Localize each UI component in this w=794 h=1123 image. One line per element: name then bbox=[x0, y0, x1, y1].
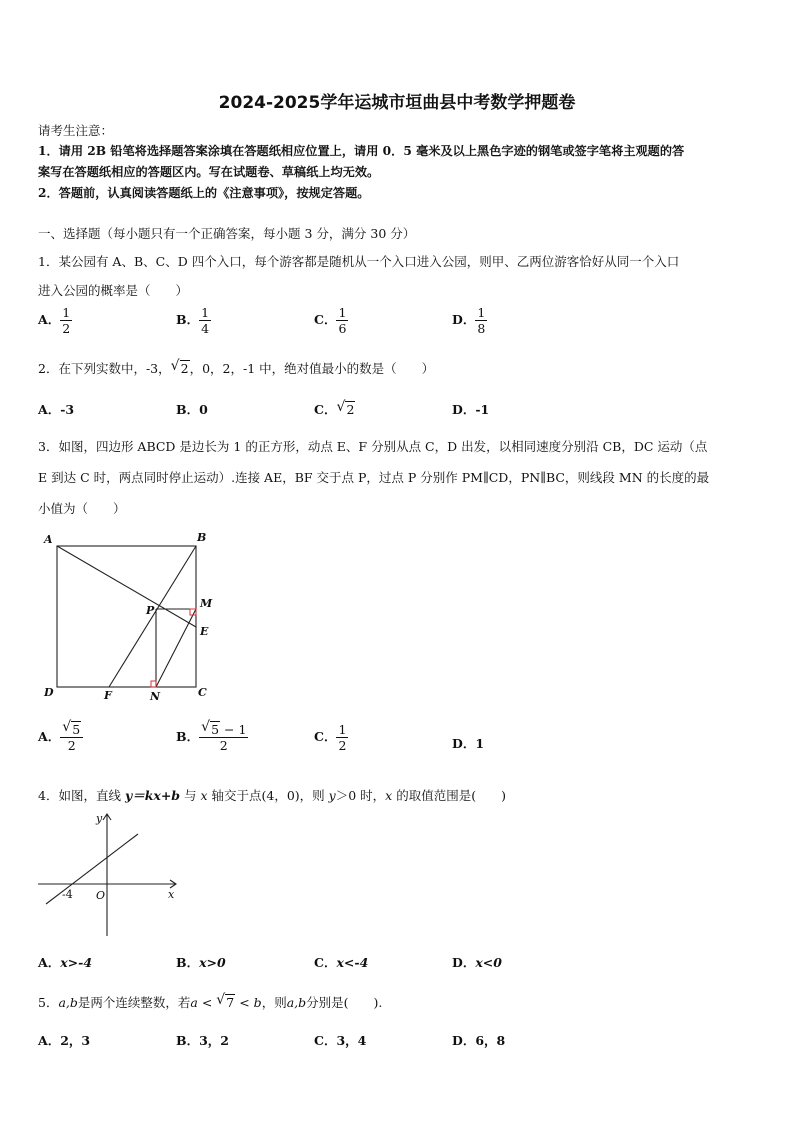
notice-item-1-line-2: 案写在答题纸相应的答题区内。写在试题卷、草稿纸上均无效。 bbox=[38, 165, 380, 179]
square-abcd bbox=[57, 546, 196, 687]
label-b: B bbox=[197, 531, 207, 544]
q4-option-c[interactable]: C．x<-4 bbox=[314, 955, 369, 970]
q4-stem: 4．如图，直线 y＝kx+b 与 x 轴交于点(4，0)，则 y＞0 时，x 的取值范围是( ) bbox=[38, 788, 506, 803]
q2-option-b[interactable]: B．0 bbox=[176, 402, 208, 417]
label-e: E bbox=[200, 625, 209, 638]
label-f: F bbox=[104, 689, 112, 702]
notice-item-2: 2．答题前，认真阅读答题纸上的《注意事项》，按规定答题。 bbox=[38, 186, 370, 200]
label-a: A bbox=[44, 533, 53, 546]
q3-stem-line-3: 小值为（ ） bbox=[38, 501, 126, 516]
notice-heading: 请考生注意： bbox=[38, 123, 114, 138]
q2-option-a[interactable]: A．-3 bbox=[38, 402, 75, 417]
x-axis-label: x bbox=[168, 888, 175, 901]
q4-option-d[interactable]: D．x<0 bbox=[452, 955, 502, 970]
q5-option-c[interactable]: C．3，4 bbox=[314, 1033, 367, 1048]
q1-stem-line-1: 1．某公园有 A、B、C、D 四个入口，每个游客都是随机从一个入口进入公园，则甲、乙两位游客恰好从同一个入口 bbox=[38, 254, 680, 269]
q4-option-a[interactable]: A．x>-4 bbox=[38, 955, 93, 970]
section-heading: 一、选择题（每小题只有一个正确答案，每小题 3 分，满分 30 分） bbox=[38, 226, 416, 241]
page-title: 2024-2025学年运城市垣曲县中考数学押题卷 bbox=[218, 93, 576, 113]
right-angle-mark-n bbox=[151, 681, 156, 687]
q1-option-c[interactable]: C． $\frac{1}{6}$ bbox=[314, 305, 347, 337]
label-n: N bbox=[150, 690, 161, 703]
q5-option-a[interactable]: A．2，3 bbox=[38, 1033, 91, 1048]
q1-stem-line-2: 进入公园的概率是（ ） bbox=[38, 283, 189, 298]
q4-option-b[interactable]: B．x>0 bbox=[176, 955, 226, 970]
q5-option-d[interactable]: D．6，8 bbox=[452, 1033, 506, 1048]
label-d: D bbox=[44, 686, 54, 699]
q3-stem-line-1: 3．如图，四边形 ABCD 是边长为 1 的正方形，动点 E、F 分别从点 C，D 出发，以相同速度分别沿 CB，DC 运动（点 bbox=[38, 439, 708, 454]
q4-line-graph bbox=[36, 808, 186, 940]
q1-option-b[interactable]: B． $\frac{1}{4}$ bbox=[176, 305, 210, 337]
q2-stem: 2．在下列实数中，-3， √ 2，0，2，-1 中，绝对值最小的数是（ ） bbox=[38, 358, 435, 376]
q1-option-a[interactable]: A． $\frac{1}{2}$ bbox=[38, 305, 71, 337]
q2-option-c[interactable]: C． √ 2 bbox=[314, 399, 355, 417]
q3-option-a[interactable]: A． √ 5 2 bbox=[38, 723, 83, 752]
q3-square-figure bbox=[36, 530, 226, 710]
q2-option-d[interactable]: D．-1 bbox=[452, 402, 490, 417]
notice-item-1-line-1: 1．请用 2B 铅笔将选择题答案涂填在答题纸相应位置上，请用 0．5 毫米及以上黑色字迹的钢笔或签字笔将主观题的答 bbox=[38, 144, 685, 158]
label-c: C bbox=[198, 686, 207, 699]
y-axis-label: y bbox=[96, 812, 103, 825]
q3-stem-line-2: E 到达 C 时，两点同时停止运动）.连接 AE，BF 交于点 P，过点 P 分别作 PM∥CD，PN∥BC，则线段 MN 的长度的最 bbox=[38, 470, 710, 485]
label-p: P bbox=[146, 604, 155, 617]
intercept-label: -4 bbox=[62, 888, 73, 901]
segment-ae bbox=[57, 546, 196, 627]
q5-stem: 5．a,b是两个连续整数，若a < √ 7 < b，则a,b分别是( ). bbox=[38, 992, 383, 1010]
q3-option-b[interactable]: B． √ 5 − 1 2 bbox=[176, 719, 247, 754]
q3-option-d[interactable]: D．1 bbox=[452, 736, 485, 751]
label-m: M bbox=[200, 597, 213, 610]
q5-option-b[interactable]: B．3，2 bbox=[176, 1033, 229, 1048]
origin-label: O bbox=[96, 889, 106, 902]
q1-option-d[interactable]: D． $\frac{1}{8}$ bbox=[452, 305, 486, 337]
segment-mn bbox=[156, 609, 196, 687]
q3-option-c[interactable]: C． $\frac{1}{2}$ bbox=[314, 722, 347, 754]
line-y-kx-b bbox=[46, 834, 138, 904]
